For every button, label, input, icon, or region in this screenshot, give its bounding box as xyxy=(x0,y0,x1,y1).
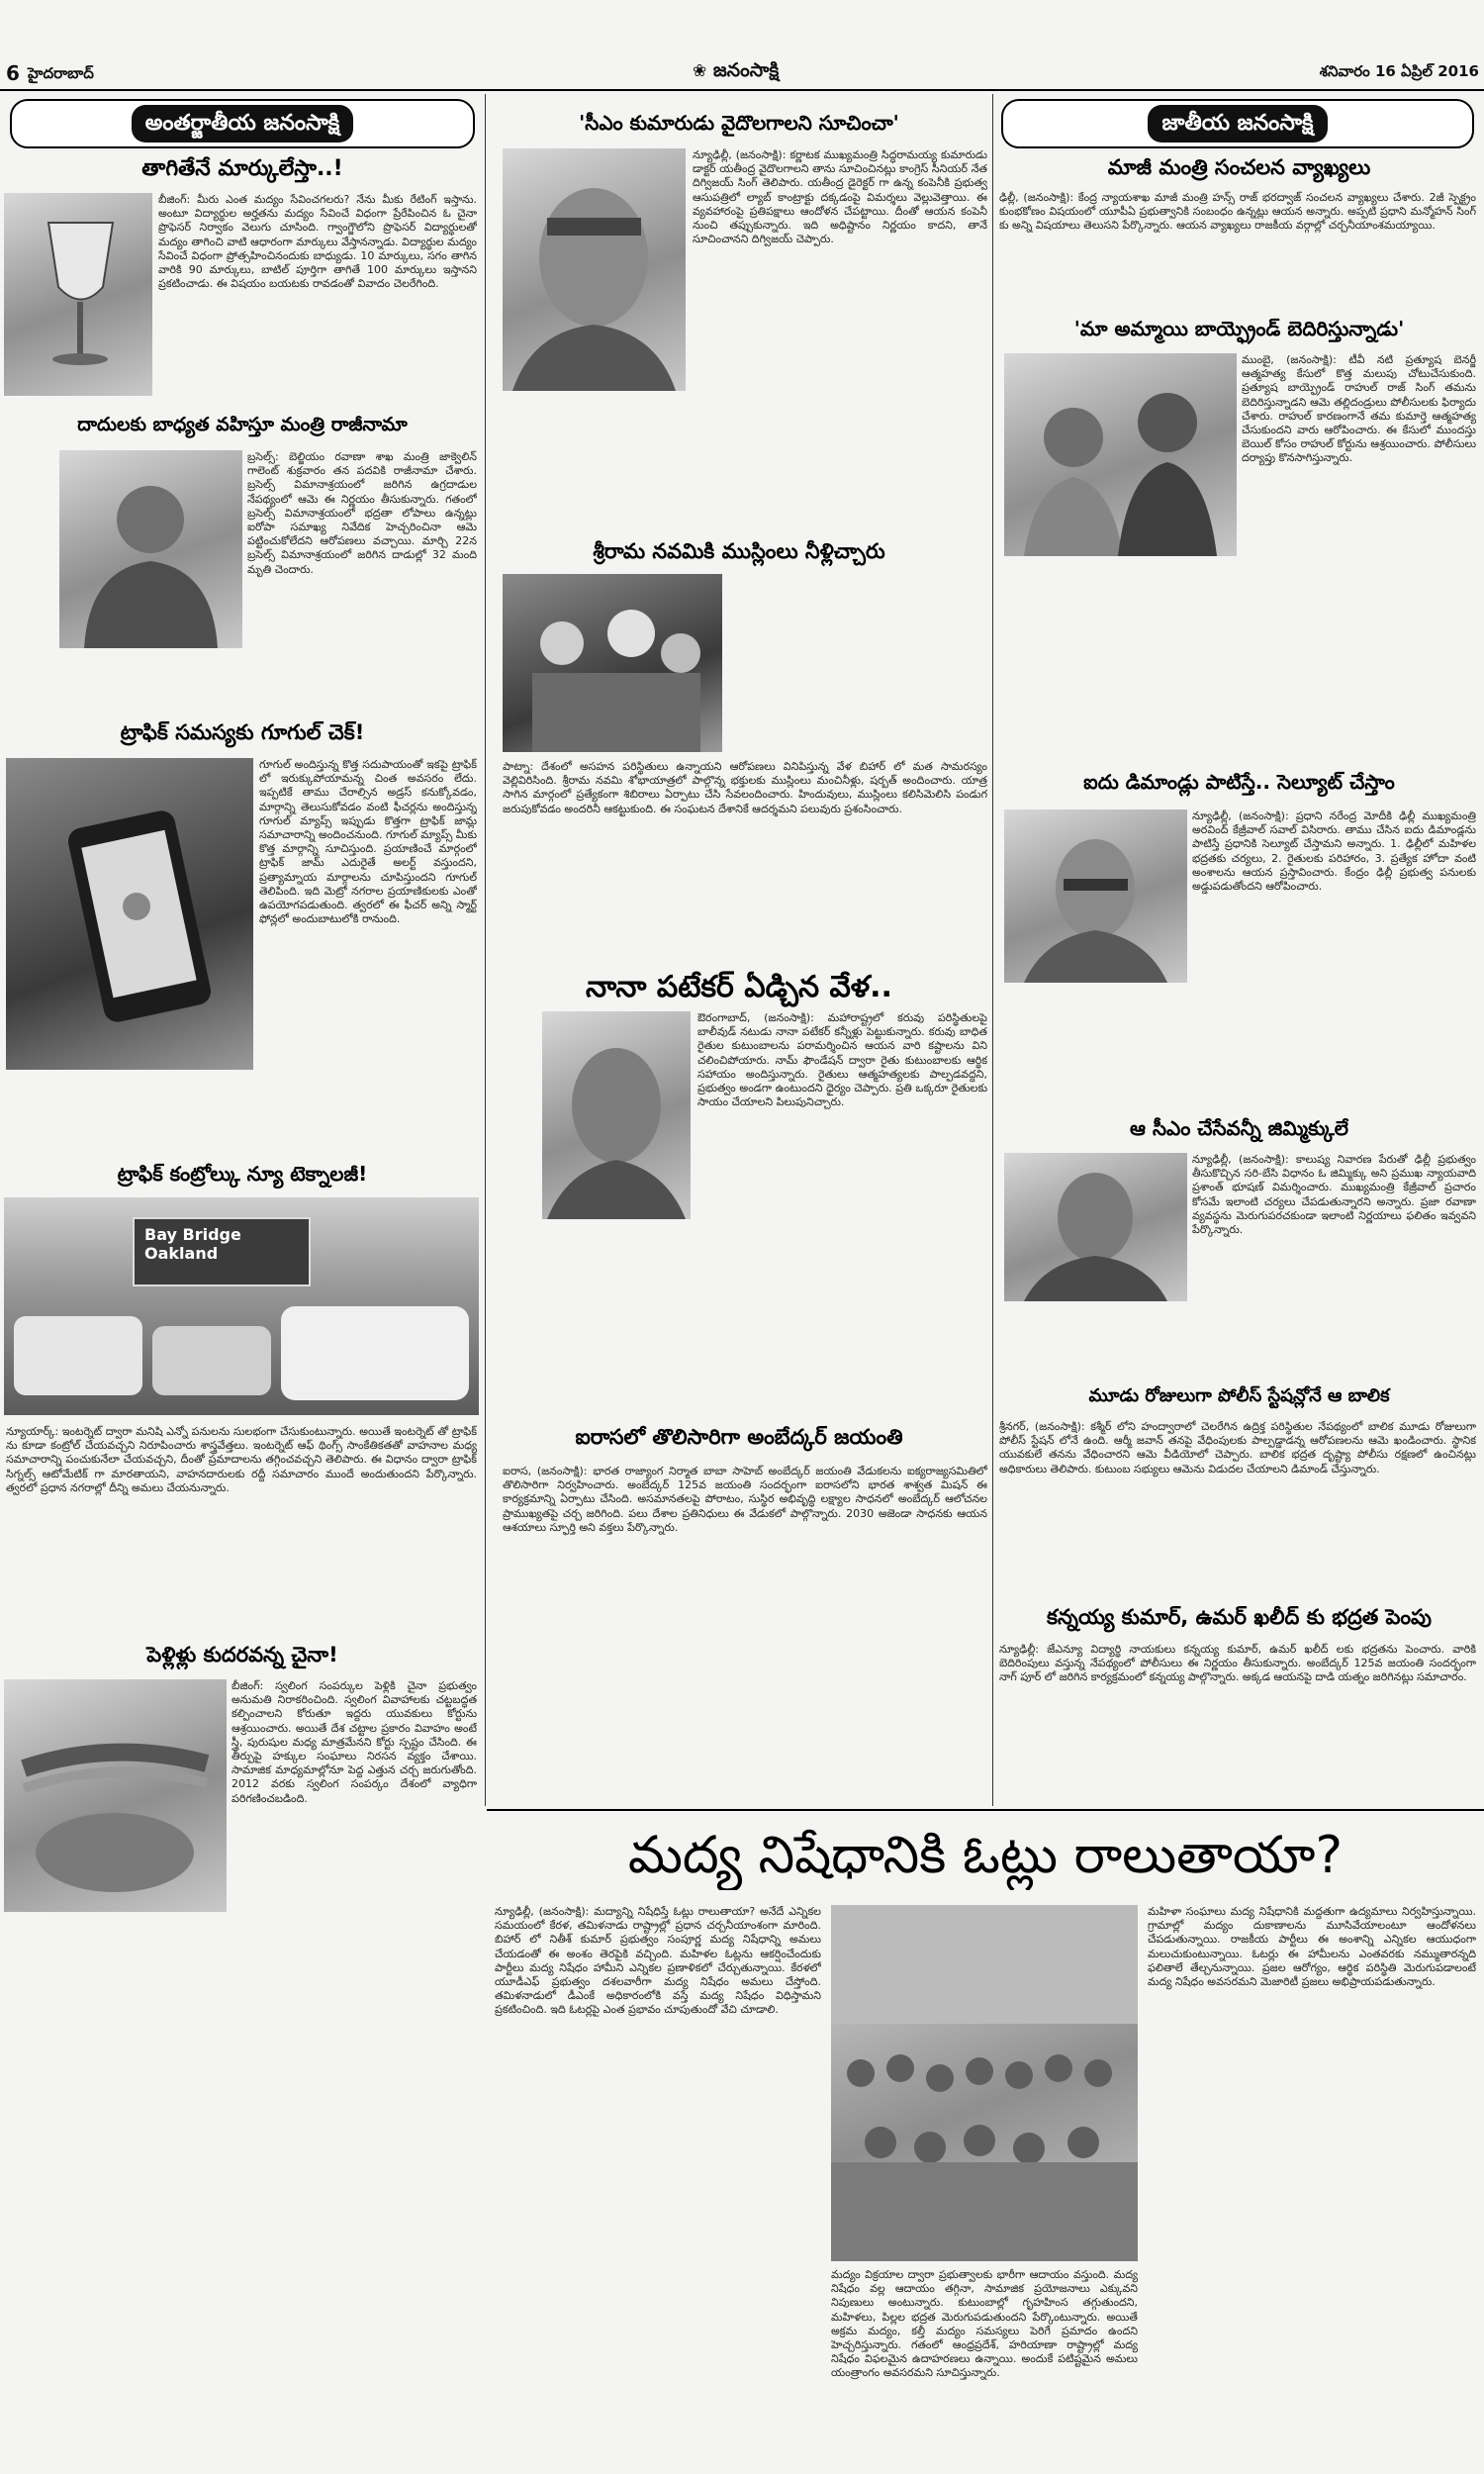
article-girl-police-station: శ్రీనగర్, (జనంసాక్షి): కశ్మీర్ లోని హంద్వారాలో చెలరేగిన ఉద్రిక్త పరిస్థితుల నేపథ్యంలో బాలిక మూడు రోజులుగా పోలీస్ స్టేషన్ లోనే ఉంది. ఆర్మీ జవాన్ తనపై వేధింపులకు పాల్పడ్డాడన్న ఆరోపణలను ఆమె ఖండించారు. స్థానిక యువకులే తనను వేధించారని ఆమె వీడియోలో చెప్పారు. బాలిక భద్రత దృష్ట్యా పోలీసు రక్షణలో ఉంచినట్లు అధికారులు తెలిపారు. కుటుంబ సభ్యులు ఆమెను విడుదల చేయాలని డిమాండ్ చేస్తున్నారు. xyxy=(999,1420,1476,1475)
article-pratyusha: ముంబై, (జనంసాక్షి): టీవీ నటి ప్రత్యూష బెనర్జీ ఆత్మహత్య కేసులో కొత్త మలుపు చోటుచేసుకుంది. ప్రత్యూష బాయ్ఫ్రెండ్ రాహుల్ రాజ్ సింగ్ తమను బెదిరిస్తున్నాడని ఆమె తల్లిదండ్రులు పోలీసులకు ఫిర్యాదు చేశారు. రాహుల్ కారణంగానే తమ కుమార్తె ఆత్మహత్య చేసుకుందని వారు ఆరోపించారు. ఈ కేసులో ముందస్తు బెయిల్ కోసం రాహుల్ కోర్టును ఆశ్రయించారు. పోలీసులు దర్యాప్తు కొనసాగిస్తున్నారు. xyxy=(1242,353,1476,465)
article-minister-resignation: బ్రసెల్స్: బెల్జియం రవాణా శాఖ మంత్రి జాక్వెలిన్ గాలెంట్ శుక్రవారం తన పదవికి రాజీనామా చేశారు. బ్రసెల్స్ విమానాశ్రయంలో జరిగిన ఉగ్రదాడుల నేపథ్యంలో ఆమె ఈ నిర్ణయం తీసుకున్నారు. గతంలో బ్రసెల్స్ విమానాశ్రయంలో భద్రతా లోపాలు ఉన్నట్లు ఐరోపా సమాఖ్య నివేదిక హెచ్చరించినా ఆమె పట్టించుకోలేదని ఆరోపణలు వచ్చాయి. మార్చి 22న బ్రసెల్స్ విమానాశ్రయంలో జరిగిన దాడుల్లో 32 మంది మృతి చెందారు. xyxy=(247,450,477,576)
kejriwal-photo xyxy=(1004,809,1187,983)
phone-in-hand-photo xyxy=(6,758,253,1070)
pratyusha-case-photo xyxy=(1004,353,1237,556)
headline-cm-gimmicks: ఆ సీఎం చేసేవన్నీ జిమ్మిక్కులే xyxy=(1130,1116,1348,1140)
logo-text: జనంసాక్షి xyxy=(712,59,780,81)
article-liquor-ban-col1: న్యూఢిల్లీ, (జనంసాక్షి): మద్యాన్ని నిషేధిస్తే ఓట్లు రాలుతాయా? అనేదే ఎన్నికల సమయంలో కేరళ, తమిళనాడు రాష్ట్రాల్లో ప్రధాన చర్చనీయాంశంగా మారింది. బిహార్ లో నితీశ్ కుమార్ ప్రభుత్వం సంపూర్ణ మద్య నిషేధాన్ని అమలు చేయడంతో ఈ అంశం తెరపైకి వచ్చింది. మహిళల ఓట్లను ఆకర్షించేందుకు పార్టీలు మద్య నిషేధం హామీని ఎన్నికల ప్రణాళికలో చేర్చుతున్నాయి. కేరళలో యూడీఎఫ్ ప్రభుత్వం దశలవారీగా మద్య నిషేధం అమలు చేస్తోంది. తమిళనాడులో డీఎంకే అధికారంలోకి వస్తే మద్య నిషేధం విధిస్తామని ప్రకటించింది. ఇది ఓటర్లపై ఎంత ప్రభావం చూపుతుందో వేచి చూడాలి. xyxy=(495,1905,821,2017)
city-label: హైదరాబాద్ xyxy=(28,64,94,82)
crowd-illustration xyxy=(503,574,722,752)
international-section-label: అంతర్జాతీయ జనంసాక్షి xyxy=(132,105,354,143)
headline-girl-police-station: మూడు రోజులుగా పోలీస్ స్టేషన్లోనే ఆ బాలిక xyxy=(1088,1385,1390,1406)
page-number: 6 xyxy=(6,61,20,85)
procession-photo xyxy=(503,574,722,752)
headline-minister-resignation: దాదులకు బాధ్యత వహిస్తూ మంత్రి రాజీనామా xyxy=(77,414,408,435)
wine-glass-illustration xyxy=(4,193,152,396)
headline-china-marriages: పెళ్లిళ్లు కుదరవన్న చైనా! xyxy=(146,1643,338,1666)
article-google-traffic: గూగుల్ అందిస్తున్న కొత్త సదుపాయంతో ఇకపై ట్రాఫిక్ లో ఇరుక్కుపోయామన్న చింత అవసరం లేదు. ఇప్పటికే తాము చేరాల్సిన అడ్రస్ కనుక్కోవడం, మార్గాన్ని తెలుసుకోవడం వంటి ఫీచర్లను అందిస్తున్న గూగుల్ మ్యాప్స్ ఇప్పుడు కొత్తగా ట్రాఫిక్ జామ్ల సమాచారాన్ని అందించనుంది. గూగుల్ మ్యాప్స్ మీకు కొత్త మార్గాన్ని సూచిస్తుంది. ప్రయాణించే మార్గంలో ట్రాఫిక్ జామ్ ఎదురైతే అలర్ట్ వస్తుందని, ప్రత్యామ్నాయ మార్గాలను చూపిస్తుందని గూగుల్ తెలిపింది. ఇది మెట్రో నగరాల ప్రయాణికులకు ఎంతో ఉపయోగపడుతుంది. త్వరలో ఈ ఫీచర్ అన్ని స్మార్ట్ ఫోన్లలో అందుబాటులోకి రానుంది. xyxy=(259,758,477,926)
digvijaya-photo xyxy=(503,148,686,391)
headline-kanhaiya-security: కన్నయ్య కుమార్, ఉమర్ ఖలీద్ కు భద్రత పెంపు xyxy=(1047,1605,1432,1629)
column-rule-right xyxy=(992,94,993,1806)
issue-date: శనివారం 16 ఏప్రిల్ 2016 xyxy=(1319,62,1479,80)
road-sign-text: Bay Bridge Oakland xyxy=(144,1225,241,1263)
headline-google-traffic: ట్రాఫిక్ సమస్యకు గూగుల్ చెక్! xyxy=(120,720,365,744)
article-liquor-ban-col3: మహిళా సంఘాలు మద్య నిషేధానికి మద్దతుగా ఉద్యమాలు నిర్వహిస్తున్నాయి. గ్రామాల్లో మద్యం దుకాణాలను మూసివేయాలంటూ ఆందోళనలు చేపడుతున్నాయి. రాజకీయ పార్టీలు ఈ అంశాన్ని ఎన్నికల ఆయుధంగా మలుచుకుంటున్నాయి. ఓటర్లు ఈ హామీలను ఎంతవరకు నమ్ముతారన్నది ఫలితాలే తేల్చనున్నాయి. ప్రజల ఆరోగ్యం, ఆర్థిక పరిస్థితి మెరుగుపడాలంటే మద్య నిషేధం అవసరమని మెజారిటీ ప్రజలు అభిప్రాయపడుతున్నారు. xyxy=(1148,1905,1476,1989)
rainbow-bracelet-illustration xyxy=(4,1679,227,1912)
article-drinking-marks: బీజింగ్: మీరు ఎంత మద్యం సేవించగలరు? నేను మీకు రేటింగ్ ఇస్తాను. అంటూ విద్యార్థుల అర్హతను మద్యం సేవించే విధంగా ప్రేరేపించిన ఓ చైనా ప్రొఫెసర్ నిర్వాకం వెలుగు చూసింది. గ్వాంగ్జౌలోని ప్రొఫెసర్ విద్యార్థులతో మద్యం తాగించి వాటి ఆధారంగా మార్కులు వేస్తానన్నాడు. విద్యార్థుల మద్యం సేవించే విధంగా ప్రోత్సహించినందుకు బాధ్యుడు. 10 మార్కులు, సగం తాగిన వారికి 90 మార్కులు, బాటిల్ పూర్తిగా తాగితే 100 మార్కులు ఇస్తానని ప్రకటించాడు. ఈ విషయం బయటకు రావడంతో వివాదం చెలరేగింది. xyxy=(158,193,477,291)
queue-crowd-illustration xyxy=(831,1905,1138,2261)
headline-cm-son: 'సీఎం కుమారుడు వైదొలగాలని సూచించా' xyxy=(579,111,899,135)
two-people-illustration xyxy=(1004,353,1237,556)
smartphone-illustration xyxy=(6,758,253,1070)
sakshi-emblem-icon: ❀ xyxy=(693,61,707,81)
headline-pratyusha: 'మా అమ్మాయి బాయ్ఫ్రెండ్ బెదిరిస్తున్నాడు' xyxy=(1073,317,1405,340)
face-illustration-2 xyxy=(542,1011,691,1219)
bottom-story-rule xyxy=(487,1809,1484,1811)
article-five-demands: న్యూఢిల్లీ, (జనంసాక్షి): ప్రధాని నరేంద్ర మోదీకి ఢిల్లీ ముఖ్యమంత్రి అరవింద్ కేజ్రీవాల్ సవాల్ విసిరారు. తాము చేసిన ఐదు డిమాండ్లను పాటిస్తే ప్రధానికి సెల్యూట్ చేస్తామని అన్నారు. 1. ఢిల్లీలో మహిళల భద్రతకు చర్యలు, 2. రైతులకు పరిహారం, 3. ప్రత్యేక హోదా వంటి అంశాలను ఆయన ప్రస్తావించారు. కేంద్రం ఢిల్లీ ప్రభుత్వ పనులకు అడ్డుపడుతోందని ఆరోపించారు. xyxy=(1192,809,1476,894)
nana-patekar-photo xyxy=(542,1011,691,1219)
face-illustration xyxy=(503,148,686,391)
face-illustration-4 xyxy=(1004,1153,1187,1301)
article-kanhaiya-security: న్యూఢిల్లీ: జేఎన్యూ విద్యార్థి నాయకులు కన్నయ్య కుమార్, ఉమర్ ఖలీద్ లకు భద్రతను పెంచారు. వారికి బెదిరింపులు వస్తున్న నేపథ్యంలో పోలీసులు ఈ నిర్ణయం తీసుకున్నారు. అంబేద్కర్ 125వ జయంతి సందర్భంగా నాగ్ పూర్ లో జరిగిన కార్యక్రమంలో కన్నయ్య పాల్గొన్నారు. అక్కడ ఆయనపై దాడి యత్నం జరిగినట్లు సమాచారం. xyxy=(999,1643,1476,1684)
headline-former-minister: మాజీ మంత్రి సంచలన వ్యాఖ్యలు xyxy=(1107,155,1371,179)
national-section-label: జాతీయ జనంసాక్షి xyxy=(1148,105,1327,143)
traffic-jam-photo xyxy=(4,1197,479,1415)
headline-ram-navami: శ్రీరామ నవమికి ముస్లింలు నీళ్లిచ్చారు xyxy=(593,539,885,563)
face-illustration-3 xyxy=(1004,809,1187,983)
headline-liquor-ban-votes: మద్య నిషేధానికి ఓట్లు రాలుతాయా? xyxy=(627,1826,1344,1885)
article-former-minister: ఢిల్లీ, (జనంసాక్షి): కేంద్ర న్యాయశాఖ మాజీ మంత్రి హన్స్ రాజ్ భరద్వాజ్ సంచలన వ్యాఖ్యలు చేశారు. 2జీ స్పెక్ట్రం కుంభకోణం విషయంలో యూపీఏ ప్రభుత్వానికి సంబంధం ఉన్నట్లు ఆయన అన్నారు. అప్పటి ప్రధాని మన్మోహన్ సింగ్ కు అన్ని విషయాలు తెలుసని పేర్కొన్నారు. ఆయన వ్యాఖ్యలు రాజకీయ వర్గాల్లో చర్చనీయాంశమయ్యాయి. xyxy=(999,191,1476,233)
minister-photo xyxy=(59,450,242,648)
person-silhouette xyxy=(59,450,242,648)
article-cm-gimmicks: న్యూఢిల్లీ, (జనంసాక్షి): కాలుష్య నివారణ పేరుతో ఢిల్లీ ప్రభుత్వం తీసుకొచ్చిన సరి-బేసి విధానం ఓ జిమ్మిక్కు అని ప్రముఖ న్యాయవాది ప్రశాంత్ భూషణ్ విమర్శించారు. ముఖ్యమంత్రి కేజ్రీవాల్ ప్రచారం కోసమే ఇలాంటి చర్యలు చేపడుతున్నారని అన్నారు. ప్రజా రవాణా వ్యవస్థను మెరుగుపరచకుండా ఇలాంటి నిర్ణయాలు ఫలితం ఇవ్వవని పేర్కొన్నారు. xyxy=(1192,1153,1476,1237)
article-traffic-technology: న్యూయార్క్: ఇంటర్నెట్ ద్వారా మనిషి ఎన్నో పనులను సులభంగా చేసుకుంటున్నారు. అయితే ఇంటర్నెట్ తో ట్రాఫిక్ ను కూడా కంట్రోల్ చేయవచ్చని నిరూపించారు శాస్త్రవేత్తలు. ఇంటర్నెట్ ఆఫ్ థింగ్స్ సాంకేతికతతో వాహనాల మధ్య సమాచారాన్ని పంచుకునేలా చేయవచ్చని, దీంతో ప్రమాదాలను తగ్గించవచ్చని తెలిపారు. ఈ విధానం ద్వారా ట్రాఫిక్ సిగ్నల్స్ ఆటోమేటిక్ గా మారతాయని, వాహనదారులకు రద్దీ సమాచారం ముందే అందుతుందని పేర్కొన్నారు. త్వరలో ప్రధాన నగరాల్లో దీన్ని అమలు చేయనున్నారు. xyxy=(6,1425,477,1494)
article-liquor-ban-col2: మద్యం విక్రయాల ద్వారా ప్రభుత్వాలకు భారీగా ఆదాయం వస్తుంది. మద్య నిషేధం వల్ల ఆదాయం తగ్గినా, సామాజిక ప్రయోజనాలు ఎక్కువని నిపుణులు అంటున్నారు. కుటుంబాల్లో గృహహింస తగ్గుతుందని, మహిళలు, పిల్లల భద్రత మెరుగుపడుతుందని పేర్కొంటున్నారు. అయితే అక్రమ మద్యం, కల్తీ మద్యం సమస్యలు పెరిగే ప్రమాదం ఉందని హెచ్చరిస్తున్నారు. గతంలో ఆంధ్రప్రదేశ్, హరియాణా రాష్ట్రాల్లో మద్య నిషేధం విఫలమైన ఉదాహరణలు ఉన్నాయి. అందుకే పటిష్టమైన అమలు యంత్రాంగం అవసరమని సూచిస్తున్నారు. xyxy=(831,2268,1138,2380)
article-china-marriages: బీజింగ్: స్వలింగ సంపర్కుల పెళ్లికి చైనా ప్రభుత్వం అనుమతి నిరాకరించింది. స్వలింగ వివాహాలకు చట్టబద్ధత కల్పించాలని కోరుతూ ఇద్దరు యువకులు కోర్టును ఆశ్రయించారు. అయితే దేశ చట్టాల ప్రకారం వివాహం అంటే స్త్రీ, పురుషుల మధ్య మాత్రమేనని కోర్టు స్పష్టం చేసింది. ఈ తీర్పుపై హక్కుల సంఘాలు నిరసన వ్యక్తం చేశాయి. సామాజిక మాధ్యమాల్లోనూ పెద్ద ఎత్తున చర్చ జరుగుతోంది. 2012 వరకు స్వలింగ సంపర్కం దేశంలో వ్యాధిగా పరిగణించబడింది. xyxy=(232,1679,477,1805)
article-nana-patekar: ఔరంగాబాద్, (జనంసాక్షి): మహారాష్ట్రలో కరువు పరిస్థితులపై బాలీవుడ్ నటుడు నానా పటేకర్ కన్నీళ్లు పెట్టుకున్నారు. కరువు బాధిత రైతుల కుటుంబాలను పరామర్శించిన ఆయన వారి కష్టాలను విని చలించిపోయారు. నామ్ ఫౌండేషన్ ద్వారా రైతు కుటుంబాలకు ఆర్థిక సహాయం అందిస్తున్నారు. రైతులు ఆత్మహత్యలకు పాల్పడవద్దని, ప్రభుత్వం అండగా ఉంటుందని ధైర్యం చెప్పారు. ప్రతి ఒక్కరూ రైతులకు సాయం చేయాలని పిలుపునిచ్చారు. xyxy=(697,1011,987,1109)
prashant-bhushan-photo xyxy=(1004,1153,1187,1301)
wine-glass-photo xyxy=(4,193,152,396)
article-ambedkar-un: ఐరాస, (జనంసాక్షి): భారత రాజ్యాంగ నిర్మాత బాబా సాహెబ్ అంబేద్కర్ జయంతి వేడుకలను ఐక్యరాజ్యసమితిలో తొలిసారిగా నిర్వహించారు. అంబేద్కర్ 125వ జయంతి సందర్భంగా ఐరాసలోని భారత శాశ్వత మిషన్ ఈ కార్యక్రమాన్ని ఏర్పాటు చేసింది. అసమానతలపై పోరాటం, సుస్థిర అభివృద్ధి లక్ష్యాల సాధనలో అంబేద్కర్ ఆలోచనల ప్రాముఖ్యతపై చర్చ జరిగింది. పలు దేశాల ప్రతినిధులు ఈ వేడుకలో పాల్గొన్నారు. 2030 అజెండా సాధనకు ఆయన ఆశయాలు స్ఫూర్తి అని వక్తలు పేర్కొన్నారు. xyxy=(503,1465,987,1534)
holding-hands-photo xyxy=(4,1679,227,1912)
masthead-rule xyxy=(0,89,1484,91)
cars-illustration xyxy=(4,1197,479,1415)
national-section-band xyxy=(1001,99,1474,148)
headline-drinking-marks: తాగితేనే మార్కులేస్తా..! xyxy=(141,156,343,181)
article-ram-navami: పాట్నా: దేశంలో అసహన పరిస్థితులు ఉన్నాయని ఆరోపణలు వినిపిస్తున్న వేళ బిహార్ లో మత సామరస్యం వెల్లివిరిసింది. శ్రీరామ నవమి శోభాయాత్రలో పాల్గొన్న భక్తులకు ముస్లింలు మంచినీళ్లు, షర్బత్ అందించారు. యాత్ర సాగిన మార్గంలో ప్రత్యేకంగా శిబిరాలు ఏర్పాటు చేసి సేవలందించారు. హిందువులు, ముస్లింలు కలిసిమెలిసి పండుగ జరుపుకోవడం అందరినీ ఆకట్టుకుంది. ఈ సంఘటన దేశానికే ఆదర్శమని పలువురు ప్రశంసించారు. xyxy=(503,760,987,815)
headline-five-demands: ఐదు డిమాండ్లు పాటిస్తే.. సెల్యూట్ చేస్తాం xyxy=(1083,770,1395,794)
masthead-logo xyxy=(693,59,811,85)
headline-ambedkar-un: ఐరాసలో తొలిసారిగా అంబేద్కర్ జయంతి xyxy=(575,1425,903,1449)
article-cm-son: న్యూఢిల్లీ, (జనంసాక్షి): కర్ణాటక ముఖ్యమంత్రి సిద్ధరామయ్య కుమారుడు డాక్టర్ యతీంద్ర వైదొలగాలని తాను సూచించినట్లు కాంగ్రెస్ సీనియర్ నేత దిగ్విజయ్ సింగ్ తెలిపారు. యతీంద్ర డైరెక్టర్ గా ఉన్న కంపెనీకి ప్రభుత్వ ఆసుపత్రిలో ల్యాబ్ కాంట్రాక్టు దక్కడంపై విమర్శలు వెల్లువెత్తాయి. ఈ వ్యవహారంపై ప్రతిపక్షాలు ఆందోళన చేపట్టాయి. దీంతో ఆయన కంపెనీ నుంచి తప్పుకున్నారు. ఇది అధిష్టానం నిర్ణయం కాదని, తానే సూచించానని దిగ్విజయ్ చెప్పారు. xyxy=(693,148,987,246)
column-rule-left xyxy=(485,94,486,1806)
international-section-band xyxy=(10,99,475,148)
liquor-protest-photo xyxy=(831,1905,1138,2261)
headline-traffic-technology: ట్రాఫిక్ కంట్రోల్కు న్యూ టెక్నాలజీ! xyxy=(117,1162,368,1186)
headline-nana-patekar: నానా పటేకర్ ఏడ్చిన వేళ.. xyxy=(586,970,892,1004)
